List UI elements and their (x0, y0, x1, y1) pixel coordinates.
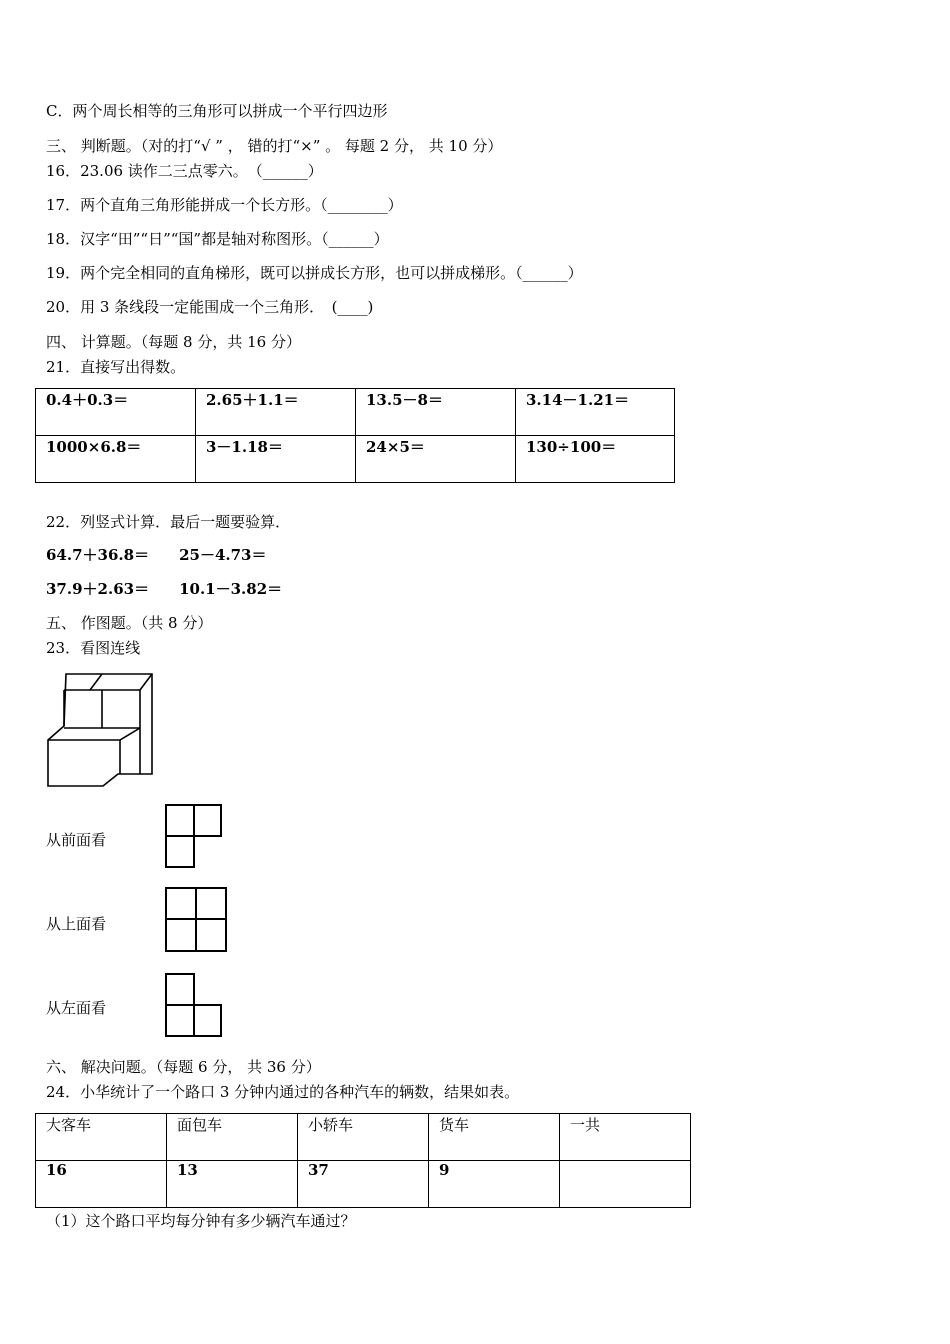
question-16: 16．23.06 读作二三点零六。 （______） (46, 162, 323, 180)
car-value: 16 (36, 1161, 167, 1208)
calc-cell: 130÷100＝ (516, 436, 675, 483)
top-view-figure (164, 886, 228, 953)
car-header: 大客车 (36, 1114, 167, 1161)
car-count-table (35, 1113, 691, 1208)
view-left-label: 从左面看 (46, 999, 107, 1017)
question-20: 20．用 3 条线段一定能围成一个三角形． (____) (46, 298, 374, 316)
section-3-heading: 三、 判断题。（对的打“√ ” ， 错的打“×” 。 每题 2 分， 共 10 分） (46, 137, 503, 155)
calc-cell: 2.65＋1.1＝ (196, 389, 356, 436)
car-header: 面包车 (167, 1114, 298, 1161)
question-22: 22．列竖式计算．最后一题要验算． (46, 513, 291, 531)
option-c: C．两个周长相等的三角形可以拼成一个平行四边形 (46, 102, 388, 120)
section-5-heading: 五、 作图题。（共 8 分） (46, 614, 213, 632)
question-23: 23．看图连线 (46, 639, 141, 657)
question-19: 19．两个完全相同的直角梯形，既可以拼成长方形，也可以拼成梯形。（______） (46, 264, 583, 282)
calc-cell: 13.5－8＝ (356, 389, 516, 436)
section-4-heading: 四、 计算题。（每题 8 分，共 16 分） (46, 333, 301, 351)
car-value: 9 (429, 1161, 560, 1208)
calc-cell: 1000×6.8＝ (36, 436, 196, 483)
view-top-label: 从上面看 (46, 915, 107, 933)
car-header: 一共 (560, 1114, 691, 1161)
question-21: 21．直接写出得数。 (46, 358, 186, 376)
calc-table (35, 388, 675, 483)
section-6-heading: 六、 解决问题。（每题 6 分， 共 36 分） (46, 1058, 321, 1076)
question-22-row-2: 37.9＋2.63＝ 10.1－3.82＝ (46, 580, 283, 598)
front-view-figure (164, 803, 224, 869)
question-17: 17．两个直角三角形能拼成一个长方形。（________） (46, 196, 403, 214)
calc-cell: 3.14－1.21＝ (516, 389, 675, 436)
question-22-row-1: 64.7＋36.8＝ 25－4.73＝ (46, 546, 267, 564)
car-value (560, 1161, 691, 1208)
view-front-label: 从前面看 (46, 831, 107, 849)
car-value: 37 (298, 1161, 429, 1208)
question-24-sub-1: （1）这个路口平均每分钟有多少辆汽车通过？ (46, 1212, 356, 1230)
calc-cell: 3－1.18＝ (196, 436, 356, 483)
car-header: 货车 (429, 1114, 560, 1161)
car-value: 13 (167, 1161, 298, 1208)
cube-solid-figure (44, 670, 159, 788)
question-24: 24．小华统计了一个路口 3 分钟内通过的各种汽车的辆数，结果如表。 (46, 1083, 520, 1101)
calc-cell: 24×5＝ (356, 436, 516, 483)
car-header: 小轿车 (298, 1114, 429, 1161)
left-view-figure (164, 972, 224, 1038)
calc-cell: 0.4＋0.3＝ (36, 389, 196, 436)
question-18: 18．汉字“田”“日”“国”都是轴对称图形。（______） (46, 230, 389, 248)
